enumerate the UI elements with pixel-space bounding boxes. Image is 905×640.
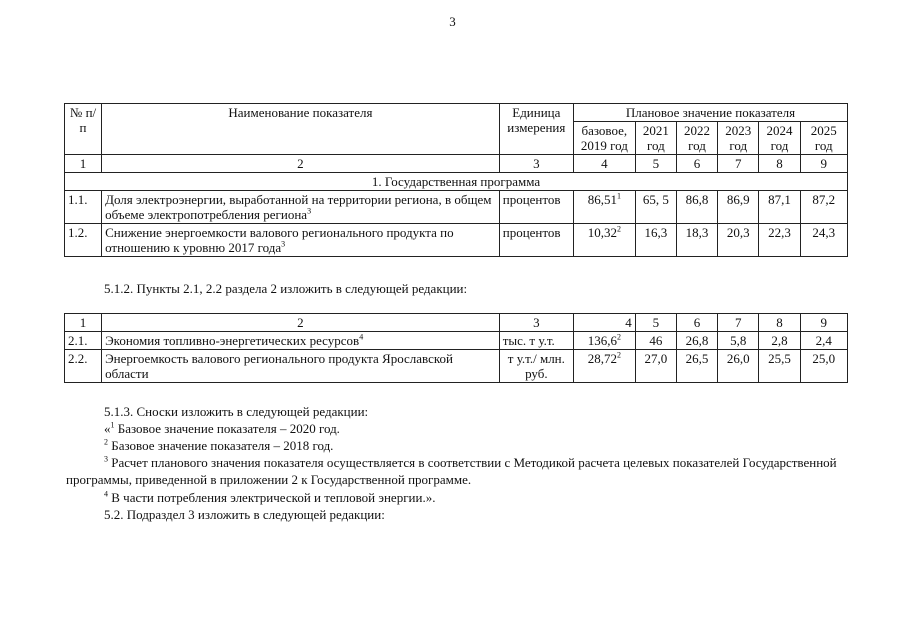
header-year-base: базовое, 2019 год bbox=[573, 122, 635, 155]
col-number: 8 bbox=[759, 155, 800, 173]
col-number: 2 bbox=[102, 314, 500, 332]
col-number: 9 bbox=[800, 155, 847, 173]
row-value: 87,1 bbox=[759, 191, 800, 224]
table-row bbox=[65, 350, 848, 383]
row-value: 87,2 bbox=[800, 191, 847, 224]
header-planned: Плановое значение показателя bbox=[573, 104, 847, 122]
header-unit: Единица измерения bbox=[499, 104, 573, 155]
row-value: 86,9 bbox=[718, 191, 759, 224]
indicators-table-2 bbox=[64, 313, 848, 383]
row-num: 2.1. bbox=[65, 332, 102, 350]
row-base: 10,32$^2$ bbox=[573, 224, 635, 257]
row-value: 2,4 bbox=[800, 332, 847, 350]
col-number: 4 bbox=[573, 314, 635, 332]
table-row bbox=[65, 332, 848, 350]
col-number: 1 bbox=[65, 314, 102, 332]
header-year-2021: 2021 год bbox=[635, 122, 676, 155]
header-year-2022: 2022 год bbox=[676, 122, 717, 155]
col-number: 6 bbox=[676, 155, 717, 173]
row-value: 26,5 bbox=[676, 350, 717, 383]
col-number: 4 bbox=[573, 155, 635, 173]
header-year-2025: 2025 год bbox=[800, 122, 847, 155]
row-name: Доля электроэнергии, выработанной на территории региона, в общем объеме электропотребления региона$^3$ bbox=[102, 191, 500, 224]
row-name: Энергоемкость валового регионального продукта Ярославской области bbox=[102, 350, 500, 383]
row-base: 136,6$^2$ bbox=[573, 332, 635, 350]
col-number: 1 bbox=[65, 155, 102, 173]
column-number-row bbox=[65, 155, 848, 173]
row-unit: т у.т./ млн. руб. bbox=[499, 350, 573, 383]
row-value: 26,0 bbox=[718, 350, 759, 383]
row-value: 16,3 bbox=[635, 224, 676, 257]
row-value: 25,0 bbox=[800, 350, 847, 383]
row-name: Снижение энергоемкости валового регионального продукта по отношению к уровню 2017 года$^3$ bbox=[102, 224, 500, 257]
header-year-2023: 2023 год bbox=[718, 122, 759, 155]
row-num: 2.2. bbox=[65, 350, 102, 383]
page-number: 3 bbox=[449, 14, 456, 29]
footnote-4: $^4$ В части потребления электрической и тепловой энергии.». bbox=[104, 489, 436, 505]
row-value: 24,3 bbox=[800, 224, 847, 257]
row-value: 65, 5 bbox=[635, 191, 676, 224]
row-num: 1.2. bbox=[65, 224, 102, 257]
col-number: 2 bbox=[102, 155, 500, 173]
footnote-3: $^3$ Расчет планового значения показателя осуществляется в соответствии с Методикой расчета целевых показателей Государственной программы, приведенной в приложении 2 к Государственной программе. bbox=[66, 454, 837, 487]
row-name: Экономия топливно-энергетических ресурсов$^4$ bbox=[102, 332, 500, 350]
col-number: 7 bbox=[718, 314, 759, 332]
paragraph-5-1-2: 5.1.2. Пункты 2.1, 2.2 раздела 2 изложить в следующей редакции: bbox=[104, 281, 468, 296]
col-number: 3 bbox=[499, 314, 573, 332]
row-value: 5,8 bbox=[718, 332, 759, 350]
row-unit: процентов bbox=[499, 224, 573, 257]
indicators-table-1 bbox=[64, 103, 848, 257]
footnote-1: «$^1$ Базовое значение показателя – 2020 год. bbox=[104, 420, 340, 436]
footnote-2: $^2$ Базовое значение показателя – 2018 год. bbox=[104, 437, 334, 453]
row-value: 2,8 bbox=[759, 332, 800, 350]
col-number: 3 bbox=[499, 155, 573, 173]
row-value: 25,5 bbox=[759, 350, 800, 383]
table-row bbox=[65, 191, 848, 224]
header-year-2024: 2024 год bbox=[759, 122, 800, 155]
col-number: 7 bbox=[718, 155, 759, 173]
row-unit: процентов bbox=[499, 191, 573, 224]
row-value: 26,8 bbox=[676, 332, 717, 350]
row-base: 86,51$^1$ bbox=[573, 191, 635, 224]
header-name: Наименование показателя bbox=[102, 104, 500, 155]
col-number: 5 bbox=[635, 314, 676, 332]
row-num: 1.1. bbox=[65, 191, 102, 224]
row-value: 22,3 bbox=[759, 224, 800, 257]
col-number: 8 bbox=[759, 314, 800, 332]
column-number-row bbox=[65, 314, 848, 332]
paragraph-5-1-3: 5.1.3. Сноски изложить в следующей редакции: bbox=[104, 404, 369, 419]
row-value: 18,3 bbox=[676, 224, 717, 257]
row-unit: тыс. т у.т. bbox=[499, 332, 573, 350]
paragraph-5-2: 5.2. Подраздел 3 изложить в следующей редакции: bbox=[104, 507, 385, 522]
header-num: № п/п bbox=[65, 104, 102, 155]
col-number: 6 bbox=[676, 314, 717, 332]
row-base: 28,72$^2$ bbox=[573, 350, 635, 383]
row-value: 86,8 bbox=[676, 191, 717, 224]
row-value: 20,3 bbox=[718, 224, 759, 257]
row-value: 27,0 bbox=[635, 350, 676, 383]
section-title: 1. Государственная программа bbox=[65, 173, 848, 191]
row-value: 46 bbox=[635, 332, 676, 350]
col-number: 9 bbox=[800, 314, 847, 332]
table-row bbox=[65, 224, 848, 257]
col-number: 5 bbox=[635, 155, 676, 173]
